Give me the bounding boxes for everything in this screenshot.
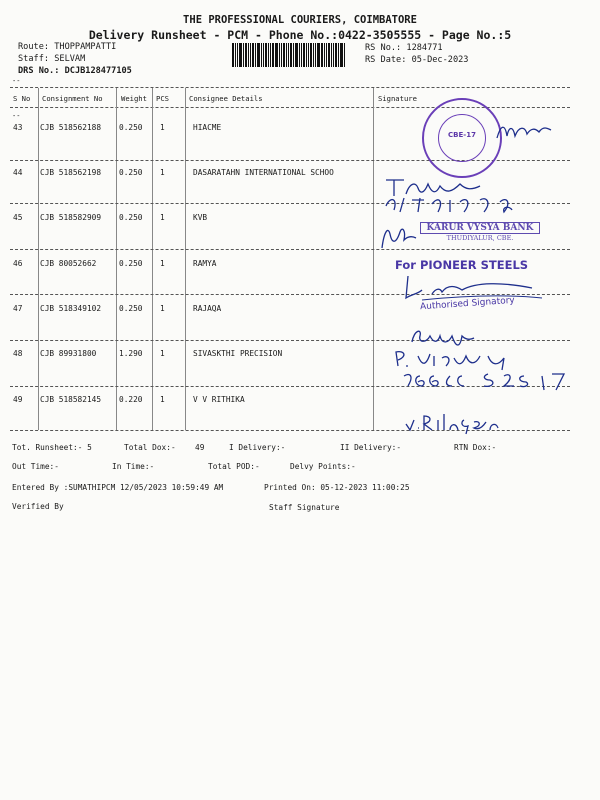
signature-row44 xyxy=(380,176,560,220)
barcode-bar xyxy=(317,43,320,67)
table-row-weight: 0.250 xyxy=(119,168,143,177)
barcode-bar xyxy=(270,43,271,67)
drs-label: DRS No.: xyxy=(18,66,60,76)
barcode-bar xyxy=(239,43,242,67)
col-divider xyxy=(38,88,39,430)
table-row-consignment: CJB 518582909 xyxy=(40,213,102,222)
entered-by: Entered By :SUMATHIPCM 12/05/2023 10:59:49 AM xyxy=(12,483,224,492)
table-row-consignment: CJB 518582145 xyxy=(40,395,102,404)
ii-delivery: II Delivery:- xyxy=(340,443,402,452)
barcode-bar xyxy=(252,43,254,67)
row-rule xyxy=(10,340,570,341)
rtn-dox: RTN Dox:- xyxy=(454,443,497,452)
tot-runsheet: Tot. Runsheet:- 5 xyxy=(12,443,92,452)
signature-row49 xyxy=(402,406,502,440)
document-subtitle: Delivery Runsheet - PCM - Phone No.:0422-3505555 - Page No.:5 xyxy=(88,28,512,42)
col-divider xyxy=(116,88,117,430)
barcode-bar xyxy=(245,43,247,67)
table-row-pcs: 1 xyxy=(160,349,165,358)
barcode-bar xyxy=(272,43,274,67)
barcode-bar xyxy=(290,43,292,67)
table-row-weight: 0.250 xyxy=(119,213,143,222)
barcode-bar xyxy=(255,43,256,67)
barcode-bar xyxy=(331,43,332,67)
table-corner-mark: -- xyxy=(12,77,21,85)
table-row-consignment: CJB 518562188 xyxy=(40,123,102,132)
kvb-stamp-name: KARUR VYSYA BANK xyxy=(420,222,540,234)
delvy-points: Delvy Points:- xyxy=(290,462,356,471)
barcode-bar xyxy=(261,43,262,67)
table-row-weight: 0.250 xyxy=(119,304,143,313)
signature-row45 xyxy=(378,222,418,256)
barcode-bar xyxy=(268,43,269,67)
barcode-bar xyxy=(237,43,238,67)
table-row-pcs: 1 xyxy=(160,168,165,177)
table-row-pcs: 1 xyxy=(160,304,165,313)
table-row-consignee: DASARATAHN INTERNATIONAL SCHOO xyxy=(193,168,334,177)
col-divider xyxy=(373,88,374,430)
barcode xyxy=(232,43,358,67)
printed-on: Printed On: 05-12-2023 11:00:25 xyxy=(264,483,410,492)
table-row-pcs: 1 xyxy=(160,395,165,404)
barcode-bar xyxy=(250,43,251,67)
table-row-sno: 48 xyxy=(13,349,23,358)
in-time: In Time:- xyxy=(112,462,155,471)
col-consignment: Consignment No xyxy=(42,94,103,103)
col-divider xyxy=(152,88,153,430)
col-divider xyxy=(185,88,186,430)
kvb-stamp-branch: THUDIYALUR, CBE. xyxy=(446,234,514,242)
barcode-bar xyxy=(340,43,343,67)
kvb-stamp xyxy=(420,222,540,246)
table-row-sno: 43 xyxy=(13,123,23,132)
pioneer-stamp: For PIONEER STEELS xyxy=(395,258,529,272)
staff-label: Staff: SELVAM xyxy=(18,54,86,64)
table-row-consignee: RAMYA xyxy=(193,259,217,268)
signature-row48 xyxy=(392,346,582,396)
barcode-bar xyxy=(338,43,339,67)
barcode-bar xyxy=(301,43,302,67)
barcode-bar xyxy=(303,43,305,67)
barcode-bar xyxy=(286,43,287,67)
barcode-bar xyxy=(315,43,316,67)
table-row-consignment: CJB 80052662 xyxy=(40,259,97,268)
table-row-sno: 49 xyxy=(13,395,23,404)
barcode-bar xyxy=(344,43,345,67)
rs-number: RS No.: 1284771 xyxy=(365,43,443,53)
table-row-sno: 47 xyxy=(13,304,23,313)
barcode-bar xyxy=(288,43,289,67)
drs-number xyxy=(18,66,132,76)
barcode-bar xyxy=(313,43,314,67)
verified-by: Verified By xyxy=(12,502,64,511)
table-row-consignee: KVB xyxy=(193,213,208,222)
authorised-signatory-stamp: Authorised Signatory xyxy=(419,295,516,313)
table-top-rule xyxy=(10,87,570,88)
rs-date: RS Date: 05-Dec-2023 xyxy=(365,55,469,65)
barcode-bar xyxy=(310,43,312,67)
barcode-bar xyxy=(275,43,278,67)
table-row-weight: 0.250 xyxy=(119,259,143,268)
table-row-consignee: HIACME xyxy=(193,123,222,132)
round-stamp xyxy=(422,98,502,178)
barcode-bar xyxy=(306,43,307,67)
signature-row43 xyxy=(495,120,555,148)
table-row-consignee: V V RITHIKA xyxy=(193,395,245,404)
table-row-consignment: CJB 518562198 xyxy=(40,168,102,177)
barcode-bar xyxy=(279,43,280,67)
row-rule xyxy=(10,249,570,250)
table-row-pcs: 1 xyxy=(160,259,165,268)
table-row-weight: 0.250 xyxy=(119,123,143,132)
total-dox-label: Total Dox:- xyxy=(124,443,176,452)
barcode-bar xyxy=(235,43,236,67)
staff-signature: Staff Signature xyxy=(269,503,340,512)
table-row-weight: 0.220 xyxy=(119,395,143,404)
col-weight: Weight xyxy=(121,94,147,103)
barcode-bar xyxy=(281,43,282,67)
table-row-pcs: 1 xyxy=(160,213,165,222)
col-sno: S No xyxy=(13,94,31,103)
barcode-bar xyxy=(321,43,323,67)
drs-value: DCJB128477105 xyxy=(64,66,132,76)
round-stamp-text: CBE-17 xyxy=(448,131,476,139)
barcode-bar xyxy=(326,43,327,67)
table-row-sno: 44 xyxy=(13,168,23,177)
barcode-bar xyxy=(308,43,309,67)
table-row-consignee: RAJAQA xyxy=(193,304,222,313)
i-delivery: I Delivery:- xyxy=(229,443,286,452)
col-signature: Signature xyxy=(378,94,417,103)
table-row-weight: 1.290 xyxy=(119,349,143,358)
barcode-bar xyxy=(324,43,325,67)
table-row-consignment: CJB 89931800 xyxy=(40,349,97,358)
route-label: Route: THOPPAMPATTI xyxy=(18,42,117,52)
barcode-bar xyxy=(243,43,244,67)
barcode-bar xyxy=(265,43,267,67)
out-time: Out Time:- xyxy=(12,462,59,471)
barcode-bar xyxy=(299,43,300,67)
table-row-sno: 45 xyxy=(13,213,23,222)
signature-row46 xyxy=(402,270,552,308)
col-pcs: PCS xyxy=(156,94,169,103)
barcode-bar xyxy=(248,43,249,67)
document-title: THE PROFESSIONAL COURIERS, COIMBATORE xyxy=(183,14,417,26)
table-row-consignment: CJB 518349102 xyxy=(40,304,102,313)
table-row-pcs: 1 xyxy=(160,123,165,132)
barcode-bar xyxy=(257,43,260,67)
barcode-bar xyxy=(232,43,234,67)
table-row-consignee: SIVASKTHI PRECISION xyxy=(193,349,283,358)
barcode-bar xyxy=(333,43,334,67)
col-consignee: Consignee Details xyxy=(189,94,263,103)
barcode-bar xyxy=(263,43,264,67)
table-corner-mark-2: -- xyxy=(12,112,21,120)
barcode-bar xyxy=(335,43,337,67)
total-dox-value: 49 xyxy=(195,443,205,452)
barcode-bar xyxy=(283,43,285,67)
total-pod: Total POD:- xyxy=(208,462,260,471)
table-row-sno: 46 xyxy=(13,259,23,268)
barcode-bar xyxy=(293,43,294,67)
barcode-bar xyxy=(295,43,298,67)
barcode-bar xyxy=(328,43,330,67)
